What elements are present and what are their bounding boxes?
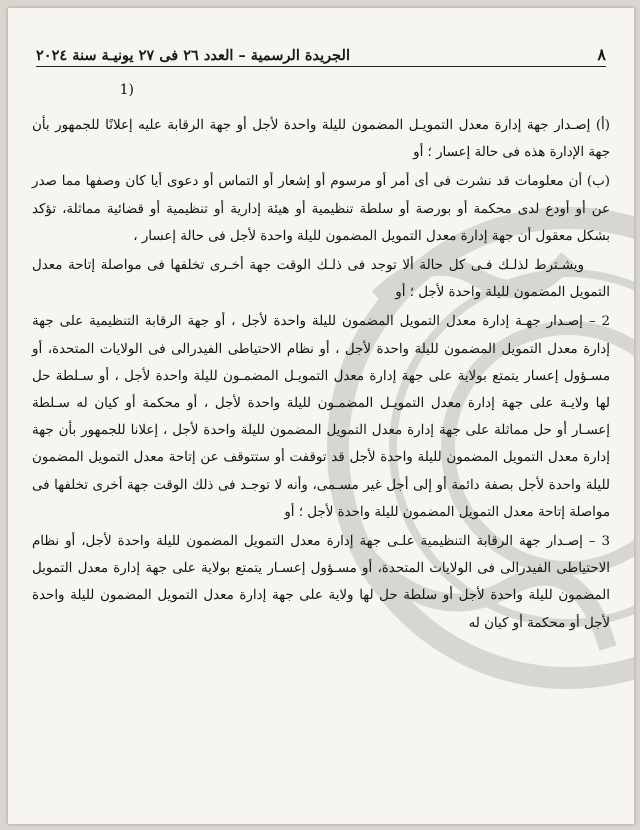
item-marker: (1 xyxy=(119,82,134,98)
paragraph-condition: ويشـترط لذلـك فـى كل حالة ألا توجد فى ذلـك الوقت جهة أخـرى تخلفها فى مواصلة إتاحة معدل التمويل المضمون لليلة واحدة لأجل ؛ أو xyxy=(32,258,610,301)
page-number: ٨ xyxy=(597,45,606,64)
paragraph-2: 2 – إصـدار جهـة إدارة معدل التمويل المضمون لليلة واحدة لأجل ، أو جهة الرقابة التنظيمية على جهة إدارة معدل التمويل المضمون لليلة واحدة لأجل ، أو نظام الاحتياطى الفيدرالى فى الولايات المتحدة، أو مسـؤول إعسار يتمتع بولاية على جهة إدارة معدل التمويـل المضمـون لليلة واحدة لأجل ، أو سـلطة حل لها ولايـة على جهة إدارة معدل التمويـل المضمـون لليلة واحدة لأجل ، أو محكمة أو كيان له سـلطة إعسـار أو حل مماثلة على جهة إدارة معدل التمويل المضمون لليلة واحدة لأجل ، إعلانا للجمهور بأن جهة إدارة معدل التمويل المضمون لليلة واحدة لأجل قد توقفت أو ستتوقف عن إتاحة معدل التمويل المضمون لليلة واحدة لأجل بصفة دائمة أو إلى أجل غير مسـمى، وأنه لا توجـد فى ذلك الوقت جهة أخرى تخلفها فى مواصلة إتاحة معدل التمويل المضمون لليلة واحدة لأجل ؛ أو xyxy=(32,314,610,520)
header-title: الجريدة الرسمية – العدد ٢٦ فى ٢٧ يونيـة سنة ٢٠٢٤ xyxy=(36,47,350,64)
paragraph-a: (أ) إصـدار جهة إدارة معدل التمويـل المضمون لليلة واحدة لأجل أو جهة الرقابة عليه إعلانًا للجمهور بأن جهة الإدارة هذه فى حالة إعسار ؛ أو xyxy=(32,118,610,161)
page-header xyxy=(36,36,606,64)
document-body xyxy=(32,112,610,639)
paragraph-3: 3 – إصـدار جهة الرقابة التنظيمية علـى جهة إدارة معدل التمويل المضمون لليلة واحدة لأجل، أو نظام الاحتياطى الفيدرالى فى الولايات المتحدة، أو مسـؤول إعسـار يتمتع بولاية على جهة إدارة معدل التمويل المضمون لليلة واحدة لأجل أو سلطة حل لها ولاية على جهة إدارة معدل التمويل المضمون لليلة واحدة لأجل أو محكمة أو كيان له xyxy=(32,534,610,631)
gazette-page xyxy=(8,8,634,824)
paragraph-b: (ب) أن معلومات قد نشرت فى أى أمر أو مرسوم أو إشعار أو التماس أو دعوى أيا كان وصفها مما صدر عن أو أودع لدى محكمة أو بورصة أو سلطة تنظيمية أو هيئة إدارية أو تنظيمية أو قضائية مماثلة، تؤكد بشكل معقول أن جهة إدارة معدل التمويل المضمون لليلة واحدة لأجل فى حالة إعسار ، xyxy=(32,174,610,244)
header-divider xyxy=(36,66,606,67)
